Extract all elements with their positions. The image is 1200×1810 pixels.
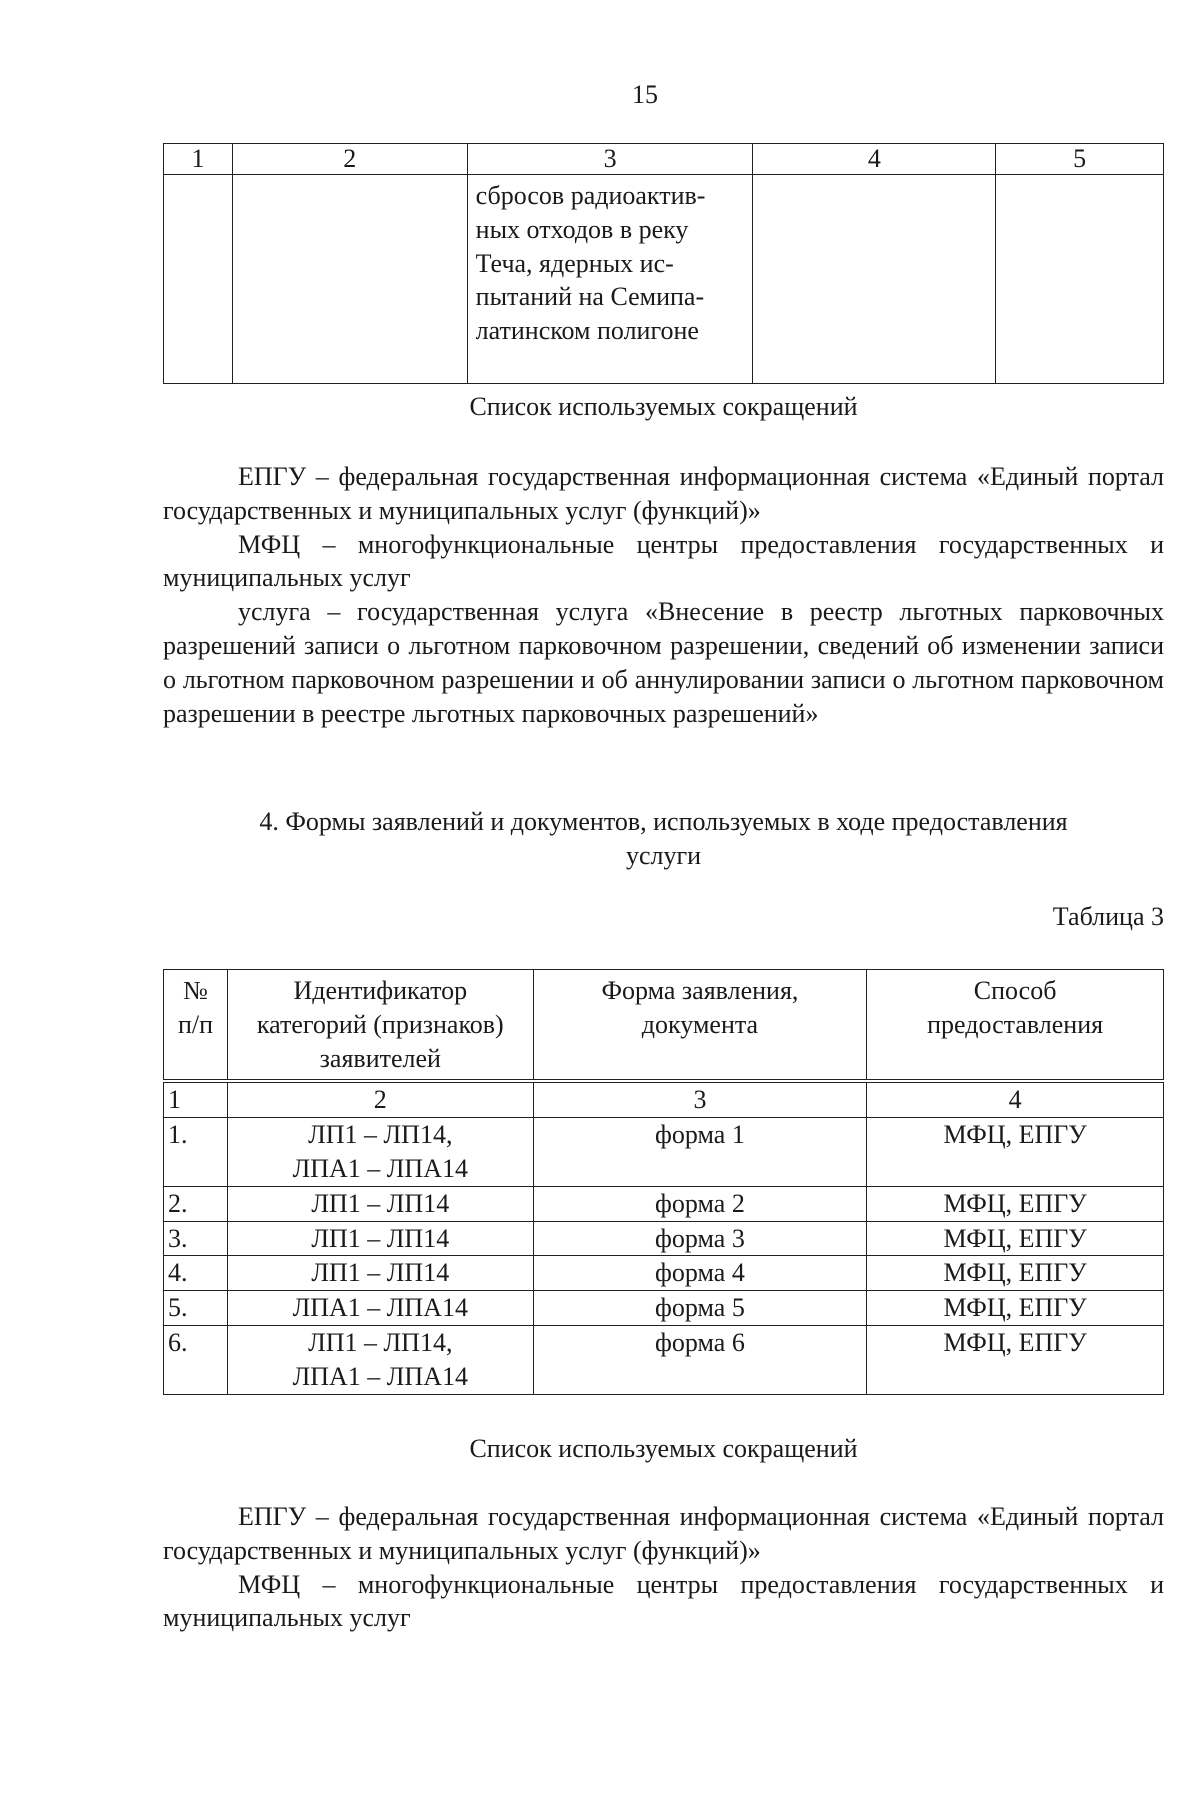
table-caption: Таблица 3 xyxy=(1052,902,1164,931)
header-line: категорий (признаков) xyxy=(256,1009,504,1039)
col-number: 5 xyxy=(996,144,1164,175)
col-number: 4 xyxy=(753,144,996,175)
row-form: форма 3 xyxy=(533,1221,867,1256)
table-row xyxy=(164,1325,1164,1394)
row-identifier: ЛПА1 – ЛПА14 xyxy=(227,1291,533,1326)
row-method: МФЦ, ЕПГУ xyxy=(867,1291,1164,1326)
header-cell-number xyxy=(164,970,228,1082)
table-row xyxy=(164,1221,1164,1256)
abbrev-title-1: Список используемых сокращений xyxy=(469,392,858,421)
header-cell-method xyxy=(867,970,1164,1082)
row-number: 3. xyxy=(164,1221,228,1256)
column-numbers-row xyxy=(164,1081,1164,1117)
table-cell-text xyxy=(467,175,753,384)
row-number: 5. xyxy=(164,1291,228,1326)
row-number: 2. xyxy=(164,1186,228,1221)
abbrev-title-2: Список используемых сокращений xyxy=(469,1434,858,1463)
header-line: заявителей xyxy=(319,1043,441,1073)
col-number: 4 xyxy=(867,1081,1164,1117)
text-line: пытаний на Семипа- xyxy=(475,282,705,312)
continued-table-row xyxy=(164,175,1164,384)
identifier-line: ЛПА1 – ЛПА14 xyxy=(292,1361,468,1391)
col-number: 3 xyxy=(467,144,753,175)
forms-table-header-row xyxy=(164,970,1164,1082)
header-line: п/п xyxy=(177,1009,213,1039)
identifier-line: ЛП1 – ЛП14, xyxy=(308,1327,453,1357)
row-form: форма 2 xyxy=(533,1186,867,1221)
abbrev-mfc: МФЦ – многофункциональные центры предоставления государственных и муниципальных услуг xyxy=(163,529,1164,593)
row-form: форма 4 xyxy=(533,1256,867,1291)
row-identifier: ЛП1 – ЛП14 xyxy=(227,1221,533,1256)
header-line: Способ xyxy=(973,976,1057,1005)
abbrev-usluga: услуга – государственная услуга «Внесение в реестр льготных парковочных разрешений записи о льготном парковочном разрешении, сведений об изменении записи о льготном парковочном разрешении и об аннулировании записи о льготном парковочном разрешении в реестре льготных парковочных разрешений» xyxy=(163,597,1164,728)
row-number: 4. xyxy=(164,1256,228,1291)
row-method: МФЦ, ЕПГУ xyxy=(867,1325,1164,1394)
section-title-line: услуги xyxy=(625,840,702,870)
table-row xyxy=(164,1186,1164,1221)
row-identifier xyxy=(227,1325,533,1394)
row-identifier: ЛП1 – ЛП14 xyxy=(227,1256,533,1291)
text-line: ных отходов в реку xyxy=(475,214,689,244)
header-line: предоставления xyxy=(927,1009,1104,1039)
continued-table xyxy=(163,143,1164,384)
header-line: Форма заявления, xyxy=(601,976,799,1005)
col-number: 2 xyxy=(227,1081,533,1117)
forms-table xyxy=(163,969,1164,1395)
row-form: форма 5 xyxy=(533,1291,867,1326)
section-4-title xyxy=(163,805,1164,873)
row-number: 6. xyxy=(164,1325,228,1394)
row-number: 1. xyxy=(164,1118,228,1187)
abbrev-epgu: ЕПГУ – федеральная государственная информационная система «Единый портал государственных и муниципальных услуг (функций)» xyxy=(163,462,1164,525)
row-method: МФЦ, ЕПГУ xyxy=(867,1256,1164,1291)
abbrev-list-1 xyxy=(163,460,1164,730)
table-cell xyxy=(996,175,1164,384)
col-number: 1 xyxy=(164,144,233,175)
page-number: 15 xyxy=(632,80,658,109)
identifier-line: ЛП1 – ЛП14, xyxy=(308,1120,453,1150)
row-method: МФЦ, ЕПГУ xyxy=(867,1118,1164,1187)
abbrev-mfc: МФЦ – многофункциональные центры предоставления государственных и муниципальных услуг xyxy=(163,1569,1164,1633)
table-row xyxy=(164,1118,1164,1187)
text-line: Теча, ядерных ис- xyxy=(475,248,674,278)
row-form: форма 1 xyxy=(533,1118,867,1187)
table-row xyxy=(164,1291,1164,1326)
section-title-line: 4. Формы заявлений и документов, используемых в ходе предоставления xyxy=(259,807,1068,836)
col-number: 2 xyxy=(232,144,467,175)
table-cell xyxy=(753,175,996,384)
text-line: латинском полигоне xyxy=(475,316,699,346)
abbrev-epgu: ЕПГУ – федеральная государственная информационная система «Единый портал государственных и муниципальных услуг (функций)» xyxy=(163,1502,1164,1565)
col-number: 3 xyxy=(533,1081,867,1117)
row-form: форма 6 xyxy=(533,1325,867,1394)
row-method: МФЦ, ЕПГУ xyxy=(867,1186,1164,1221)
table-cell xyxy=(232,175,467,384)
row-identifier xyxy=(227,1118,533,1187)
header-line: Идентификатор xyxy=(293,976,468,1005)
text-line: сбросов радиоактив- xyxy=(475,181,706,210)
header-cell-form xyxy=(533,970,867,1082)
row-identifier: ЛП1 – ЛП14 xyxy=(227,1186,533,1221)
header-line: документа xyxy=(641,1009,759,1039)
header-line: № xyxy=(183,976,208,1005)
table-row xyxy=(164,1256,1164,1291)
row-method: МФЦ, ЕПГУ xyxy=(867,1221,1164,1256)
continued-table-header-row xyxy=(164,144,1164,175)
table-cell xyxy=(164,175,233,384)
identifier-line: ЛПА1 – ЛПА14 xyxy=(292,1153,468,1183)
col-number: 1 xyxy=(164,1081,228,1117)
abbrev-list-2 xyxy=(163,1500,1164,1635)
header-cell-identifier xyxy=(227,970,533,1082)
